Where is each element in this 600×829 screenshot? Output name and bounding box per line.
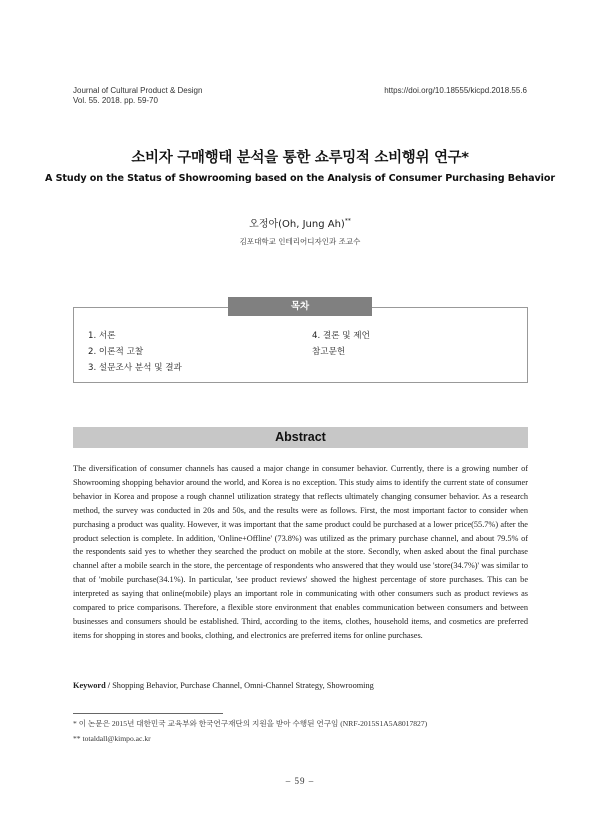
keyword-text: Shopping Behavior, Purchase Channel, Omni-Channel Strategy, Showrooming [112,681,374,690]
author-name: 오정아(Oh, Jung Ah) [249,219,345,230]
toc-item: 3. 설문조사 분석 및 결과 [88,363,182,373]
abstract-heading: Abstract [73,427,528,448]
abstract-body: The diversification of consumer channels has caused a major change in consumer behavior. Currently, there is a growing number of Showrooming shopping behavior around the world, and Korea is no exception. This study aims to identify the current state of consumer behavior in Korea and propose a rough channel utilization strategy that reflects ultimately changing consumer behavior. As a research method, the survey was conducted in 20s and 50s, and the results were as follows. First, the most important factor to consider when purchasing a product was quality. However, it was important that the same product could be purchased at a lower price(55.7%) after the product selection is complete. In addition, 'Online+Offline' (73.8%) was utilized as the primary purchase channel, and about 79.5% of the respondents said yes to whether they searched the product on mobile at the store. Secondly, when asked about the final purchase channel after a mobile search in the store, the percentage of respondents who answered that they would use 'store(34.7%)' was similar to that of 'mobile purchase(34.1%). In particular, 'see product reviews' showed the highest percentage of store purchases. This can be interpreted as saying that online(mobile) plays an important role in communicating with other consumers such as product reviews as compared to price comparisons. Therefore, a flexible store environment that enables communication between consumers and between businesses and consumers should be established. Third, according to the items, clothes, household items, and cosmetics are preferred items for shopping in stores and books, clothing, and electronics are preferred items for online purchases. [73,464,528,640]
author-line [0,215,600,230]
english-title: A Study on the Status of Showrooming based on the Analysis of Consumer Purchasing Behavior [45,173,555,184]
footnote-email: ** totaldall@kimpo.ac.kr [73,734,151,743]
toc-item: 1. 서론 [88,331,116,341]
toc-left-column [88,328,182,376]
footnote-divider [73,713,223,714]
korean-title: 소비자 구매행태 분석을 통한 쇼루밍적 소비행위 연구* [131,150,469,166]
page-number: – 59 – [285,776,315,786]
journal-info [73,86,202,106]
footnote-funding: * 이 논문은 2015년 대한민국 교육부와 한국연구재단의 지원을 받아 수행된 연구임 (NRF-2015S1A5A8017827) [73,719,428,728]
journal-name: Journal of Cultural Product & Design [73,86,203,95]
author-footnote-mark: ** [344,217,351,225]
author-affiliation: 김포대학교 인테리어디자인과 조교수 [239,237,361,246]
toc-right-column [312,328,370,360]
keyword-line [73,681,528,690]
toc-item: 2. 이론적 고찰 [88,347,144,357]
toc-item: 4. 결론 및 제언 [312,331,370,341]
doi-link[interactable]: https://doi.org/10.18555/kicpd.2018.55.6 [384,86,527,95]
journal-volume: Vol. 55. 2018. pp. 59-70 [73,96,158,105]
toc-heading: 목차 [228,297,372,316]
keyword-label: Keyword / [73,681,111,690]
toc-item: 참고문헌 [312,347,346,357]
